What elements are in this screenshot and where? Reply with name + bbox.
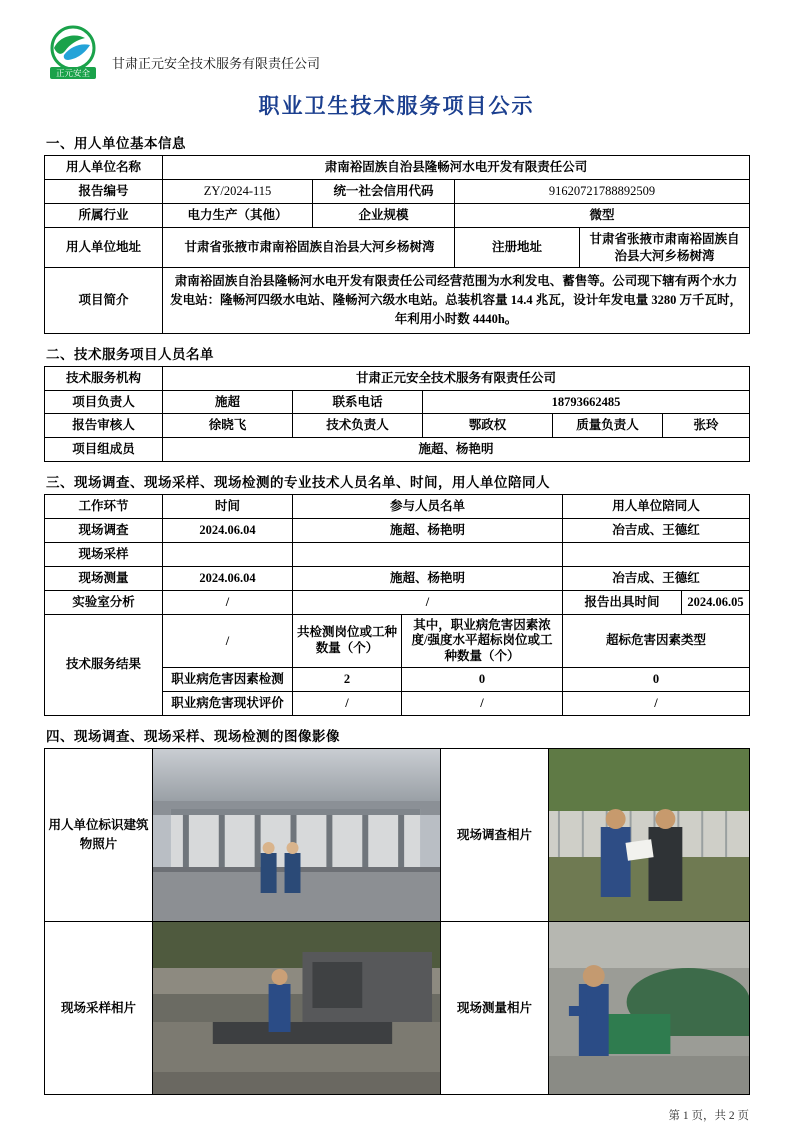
row-accompany: 冶吉成、王德红 [563,519,750,543]
header-step: 工作环节 [45,495,163,519]
photo-measure [549,922,749,1094]
table-row [45,366,750,390]
value-credit-code: 91620721788892509 [455,179,750,203]
label-credit-code: 统一社会信用代码 [313,179,455,203]
row-accompany [563,542,750,566]
label-project-leader: 项目负责人 [45,390,163,414]
table-row [45,519,750,543]
label-tech-leader: 技术负责人 [293,414,423,438]
label-industry: 所属行业 [45,203,163,227]
result-row-label: 职业病危害现状评价 [163,692,293,716]
row-accompany: 冶吉成、王德红 [563,566,750,590]
result-header-type: 超标危害因素类型 [563,614,750,668]
label-service-result: 技术服务结果 [45,614,163,716]
table-row [45,227,750,268]
section-3-title: 三、现场调查、现场采样、现场检测的专业技术人员名单、时间，用人单位陪同人 [46,475,550,491]
row-people: 施超、杨艳明 [293,519,563,543]
result-row-over: 0 [478,672,486,687]
photo-survey [549,749,749,921]
photo-sampling-cell [153,922,441,1095]
table-row [45,614,750,668]
label-members: 项目组成员 [45,438,163,462]
company-logo-icon [44,24,102,82]
value-unit-name: 肃南裕固族自治县隆畅河水电开发有限责任公司 [163,156,750,180]
label-photo-measure: 现场测量相片 [441,922,549,1095]
section-1-title: 一、用人单位基本信息 [46,136,186,151]
staff-table [44,366,750,463]
header-accompany: 用人单位陪同人 [563,495,750,519]
result-row-over: / [480,696,484,711]
brand-header [44,22,749,84]
basic-info-table [44,155,750,334]
table-row [45,438,750,462]
report-time-cell [563,590,750,614]
header-people: 参与人员名单 [293,495,563,519]
svg-text:正元安全: 正元安全 [55,68,91,78]
label-quality-leader: 质量负责人 [553,414,663,438]
label-report-no: 报告编号 [45,179,163,203]
table-row [45,203,750,227]
photo-survey-cell [549,749,750,922]
photo-measure-cell [549,922,750,1095]
table-row [45,156,750,180]
page-footer: 第 1 页，共 2 页 [668,1110,749,1122]
value-lab-people: / [293,590,563,614]
photo-building-cell [153,749,441,922]
row-time [163,542,293,566]
value-phone: 18793662485 [423,390,750,414]
page-title: 职业卫生技术服务项目公示 [258,94,535,118]
label-unit-name: 用人单位名称 [45,156,163,180]
result-row-total: / [293,692,402,715]
table-row [45,922,750,1095]
photos-table [44,748,750,1095]
label-address: 用人单位地址 [45,227,163,268]
label-service-org: 技术服务机构 [45,366,163,390]
value-project-leader: 施超 [163,390,293,414]
label-intro: 项目简介 [45,268,163,333]
table-row [45,268,750,333]
result-row-type: / [563,692,750,716]
table-row [45,749,750,922]
photo-sampling [153,922,440,1094]
value-industry: 电力生产（其他） [163,203,313,227]
header-time: 时间 [163,495,293,519]
table-row [45,590,750,614]
result-header-over: 其中，职业病危害因素浓度/强度水平超标岗位或工种数量（个） [411,617,553,663]
value-reviewer: 徐晓飞 [163,414,293,438]
value-tech-leader: 鄂政权 [423,414,553,438]
result-row-label: 职业病危害因素检测 [163,668,293,692]
onsite-table [44,494,750,716]
value-report-no: ZY/2024-115 [163,179,313,203]
result-header-total: 共检测岗位或工种数量（个） [293,615,402,668]
table-row [45,390,750,414]
row-step: 现场采样 [45,542,163,566]
photo-building [153,749,440,921]
result-header-blank: / [163,614,293,668]
section-4-title: 四、现场调查、现场采样、现场检测的图像影像 [46,729,340,745]
value-quality-leader: 张玲 [663,414,750,438]
label-photo-sampling: 现场采样相片 [45,922,153,1095]
value-scale: 微型 [455,203,750,227]
table-row [45,179,750,203]
label-photo-survey: 现场调查相片 [441,749,549,922]
label-scale: 企业规模 [313,203,455,227]
label-reg-address: 注册地址 [455,227,580,268]
label-report-time: 报告出具时间 [563,591,682,614]
row-step: 现场测量 [45,566,163,590]
table-row [45,542,750,566]
value-lab-time: / [163,590,293,614]
label-reviewer: 报告审核人 [45,414,163,438]
row-time: 2024.06.04 [163,566,293,590]
row-step: 现场调查 [45,519,163,543]
value-members: 施超、杨艳明 [163,438,750,462]
value-reg-address: 甘肃省张掖市肃南裕固族自治县大河乡杨树湾 [580,227,750,268]
value-intro: 肃南裕固族自治县隆畅河水电开发有限责任公司经营范围为水利发电、蓄售等。公司现下辖有两个水力发电站：隆畅河四级水电站、隆畅河六级水电站。总装机容量 14.4 兆瓦，设计年发电量 3280 万千瓦时，年利用小时数 4440h。 [163,268,750,333]
value-service-org: 甘肃正元安全技术服务有限责任公司 [163,366,750,390]
result-row-total: 2 [293,668,402,691]
row-people [293,542,563,566]
section-2-title: 二、技术服务项目人员名单 [46,346,214,362]
value-report-time: 2024.06.05 [687,594,744,609]
label-lab-analysis: 实验室分析 [45,590,163,614]
value-address: 甘肃省张掖市肃南裕固族自治县大河乡杨树湾 [163,227,455,268]
table-row [45,495,750,519]
company-name-text: 甘肃正元安全技术服务有限责任公司 [112,55,321,71]
row-time: 2024.06.04 [163,519,293,543]
table-row [45,566,750,590]
row-people: 施超、杨艳明 [293,566,563,590]
result-row-type: 0 [563,668,750,692]
label-phone: 联系电话 [293,390,423,414]
label-photo-building: 用人单位标识建筑物照片 [45,749,153,922]
table-row [45,414,750,438]
